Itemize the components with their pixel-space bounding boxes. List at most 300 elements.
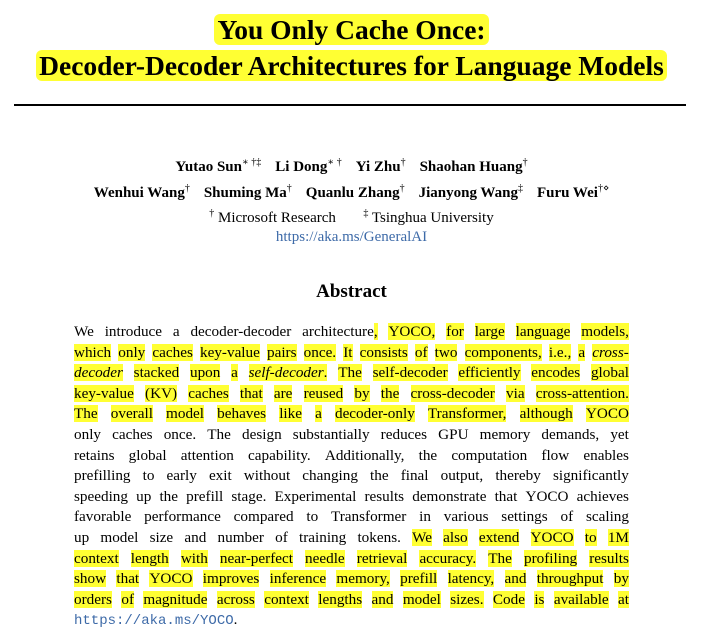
abstract-word — [458, 363, 520, 384]
abstract-text: in — [419, 508, 431, 526]
abstract-word — [143, 466, 155, 487]
abstract-text: i.e., — [548, 343, 572, 361]
abstract-word — [610, 425, 629, 446]
abstract-word — [315, 404, 322, 425]
abstract-text: and — [184, 528, 207, 546]
abstract-word — [335, 404, 415, 425]
abstract-word — [479, 528, 519, 549]
abstract-word — [583, 446, 629, 467]
abstract-text: pairs — [266, 343, 297, 361]
abstract-text: Transformer — [330, 508, 407, 526]
abstract-text: We — [74, 323, 94, 340]
abstract-word — [608, 528, 629, 549]
abstract-word — [388, 322, 435, 343]
abstract-text: The — [338, 364, 362, 382]
abstract-text: a — [172, 323, 180, 340]
author-block — [0, 152, 703, 247]
abstract-line — [74, 549, 629, 570]
abstract-text: efficiently — [458, 364, 521, 382]
abstract-word — [218, 528, 264, 549]
abstract-text: components, — [464, 343, 542, 361]
abstract-word — [134, 363, 180, 384]
abstract-text: , — [373, 323, 378, 340]
abstract-word — [336, 569, 389, 590]
abstract-text: a — [231, 364, 238, 382]
abstract-word — [592, 343, 629, 364]
abstract-word — [100, 528, 138, 549]
abstract-word — [112, 425, 152, 446]
abstract-word — [536, 384, 629, 405]
abstract-word — [217, 590, 255, 611]
abstract-text: the — [380, 384, 400, 402]
abstract-word — [586, 404, 629, 425]
abstract-word — [614, 569, 629, 590]
abstract-word — [275, 528, 288, 549]
abstract-text: The — [488, 549, 512, 567]
abstract-word — [190, 363, 220, 384]
abstract-word — [534, 590, 544, 611]
abstract-word — [443, 528, 467, 549]
abstract-text: encodes — [531, 364, 581, 382]
abstract-word — [446, 322, 464, 343]
abstract-text: throughput — [536, 570, 604, 588]
abstract-word — [166, 404, 204, 425]
abstract-word — [181, 549, 208, 570]
abstract-word — [553, 466, 629, 487]
abstract-text: tokens. — [357, 528, 401, 546]
abstract-word — [480, 425, 531, 446]
abstract-word — [270, 569, 327, 590]
abstract-word — [495, 487, 518, 508]
abstract-word — [381, 425, 427, 446]
abstract-line — [74, 466, 629, 487]
abstract-word — [136, 487, 151, 508]
abstract-word — [450, 590, 483, 611]
abstract-text: Additionally, — [324, 446, 405, 464]
abstract-word — [188, 384, 228, 405]
author-name: Wenhui Wang† — [93, 183, 190, 201]
abstract-text: model — [166, 405, 205, 423]
abstract-line — [74, 487, 629, 508]
abstract-word — [231, 363, 238, 384]
abstract-text: although — [519, 405, 573, 423]
abstract-word — [129, 446, 167, 467]
abstract-word — [331, 507, 406, 528]
abstract-word — [505, 569, 527, 590]
abstract-text: key-value — [74, 384, 134, 402]
abstract-text: orders — [74, 590, 112, 608]
abstract-text: speeding — [74, 487, 128, 505]
abstract-word — [531, 528, 574, 549]
abstract-word — [242, 425, 282, 446]
abstract-word — [618, 590, 629, 611]
abstract-text: demonstrate — [412, 487, 487, 505]
abstract-text: yet — [610, 425, 629, 443]
abstract-text: YOCO — [530, 528, 574, 546]
abstract-word — [74, 528, 89, 549]
abstract-word — [184, 528, 206, 549]
abstract-text: the — [370, 467, 389, 485]
author-row-2 — [0, 178, 703, 204]
abstract-text: training — [299, 528, 347, 546]
abstract-text: various — [443, 508, 489, 526]
abstract-text: also — [443, 528, 468, 546]
abstract-word — [244, 466, 290, 487]
abstract-text: decoder — [74, 364, 123, 382]
abstract-word — [74, 363, 123, 384]
abstract-word — [318, 590, 362, 611]
abstract-text: architecture — [302, 323, 374, 340]
abstract-word — [411, 384, 495, 405]
abstract-text: inference — [269, 570, 327, 588]
abstract-word — [578, 343, 585, 364]
author-row-1 — [0, 152, 703, 178]
paper-title — [0, 12, 703, 84]
abstract-text: needle — [305, 549, 345, 567]
abstract-text: that — [116, 570, 140, 588]
abstract-word — [304, 384, 344, 405]
abstract-word — [525, 487, 568, 508]
abstract-text: design — [242, 425, 282, 443]
abstract-word — [401, 466, 429, 487]
abstract-text: show — [74, 570, 107, 588]
abstract-text: are — [273, 384, 293, 402]
abstract-line — [74, 404, 629, 425]
author-affil-marks: ∗ † — [327, 157, 342, 168]
abstract-word — [412, 487, 486, 508]
abstract-text: memory — [479, 425, 531, 443]
abstract-text: stacked — [133, 364, 180, 382]
abstract-word — [231, 487, 266, 508]
abstract-text: attention — [180, 446, 234, 464]
abstract-text: output, — [440, 467, 484, 485]
abstract-text: performance — [144, 508, 221, 526]
abstract-text: YOCO — [149, 570, 193, 588]
abstract-text: to — [306, 508, 319, 526]
abstract-word — [306, 507, 318, 528]
abstract-text: accuracy. — [419, 549, 477, 567]
abstract-word — [419, 507, 431, 528]
abstract-text: final — [400, 467, 429, 485]
abstract-word — [520, 404, 573, 425]
author-name: Shaohan Huang† — [419, 157, 528, 175]
abstract-word — [419, 446, 438, 467]
abstract-text: only — [74, 425, 102, 443]
abstract-word — [506, 384, 525, 405]
general-ai-link[interactable]: https://aka.ms/GeneralAI — [275, 229, 428, 245]
abstract-text: of — [275, 528, 288, 546]
abstract-word — [74, 322, 94, 343]
abstract-text: magnitude — [143, 590, 208, 608]
abstract-word — [220, 549, 293, 570]
abstract-word — [531, 363, 580, 384]
abstract-text: caches — [112, 425, 153, 443]
abstract-line — [74, 507, 629, 528]
author-affil-marks: † — [184, 183, 190, 194]
abstract-word — [74, 384, 134, 405]
abstract-text: available — [553, 590, 609, 608]
abstract-text: (KV) — [145, 384, 178, 402]
abstract-text: context — [264, 590, 309, 608]
abstract-text: caches — [188, 384, 229, 402]
abstract-text: via — [506, 384, 525, 402]
abstract-text: caches — [152, 343, 193, 361]
abstract-text: exit — [208, 467, 232, 485]
abstract-word — [249, 363, 328, 384]
author-name: Yi Zhu† — [355, 157, 406, 175]
abstract-text: latency, — [447, 570, 495, 588]
abstract-word — [370, 466, 389, 487]
abstract-text: of — [414, 343, 428, 361]
abstract-word — [444, 507, 489, 528]
abstract-word — [152, 343, 192, 364]
abstract-text: and — [371, 590, 394, 608]
abstract-word — [302, 466, 358, 487]
abstract-text: like — [279, 405, 302, 423]
abstract-text: compared — [233, 508, 294, 526]
abstract-text: prefill — [186, 487, 224, 505]
abstract-text: 1M — [607, 528, 629, 546]
abstract-text: profiling — [523, 549, 578, 567]
author-name: Shuming Ma† — [203, 183, 292, 201]
abstract-word — [274, 384, 293, 405]
abstract-text: key-value — [199, 343, 260, 361]
abstract-word — [304, 343, 336, 364]
abstract-text: length — [130, 549, 169, 567]
abstract-word — [581, 322, 629, 343]
abstract-text: model — [100, 528, 139, 546]
abstract-word — [275, 487, 357, 508]
abstract-word — [131, 549, 169, 570]
abstract-text: that — [239, 384, 263, 402]
abstract-text: large — [474, 323, 505, 340]
abstract-word — [118, 343, 145, 364]
abstract-text: of — [121, 590, 134, 608]
abstract-word — [493, 590, 525, 611]
abstract-text: It — [343, 343, 353, 361]
abstract-word — [145, 384, 177, 405]
abstract-word — [248, 446, 311, 467]
author-name: Furu Wei†⋄ — [536, 183, 610, 201]
abstract-text: memory, — [336, 570, 390, 588]
abstract-word — [537, 569, 604, 590]
abstract-text: retrieval — [356, 549, 408, 567]
abstract-text: early — [166, 467, 197, 485]
abstract-text: thereby — [495, 467, 541, 485]
abstract-word — [554, 590, 609, 611]
abstract-word — [116, 569, 139, 590]
abstract-line — [74, 425, 629, 446]
abstract-text: substantially — [292, 425, 370, 443]
abstract-word — [357, 528, 400, 549]
abstract-word — [585, 528, 597, 549]
abstract-text: Code — [492, 590, 525, 608]
abstract-word — [74, 569, 106, 590]
abstract-word — [150, 528, 174, 549]
abstract-word — [488, 549, 512, 570]
abstract-word — [354, 384, 369, 405]
abstract-word — [74, 466, 131, 487]
abstract-text: models, — [581, 323, 629, 340]
abstract-text: results — [364, 487, 405, 505]
abstract-text: number — [217, 528, 264, 546]
abstract-text: demands, — [541, 425, 600, 443]
abstract-word — [305, 549, 345, 570]
affil-tsinghua: Tsinghua University — [371, 210, 494, 226]
affil-mark-1: † — [209, 208, 215, 219]
abstract-word — [267, 343, 297, 364]
abstract-text: by — [354, 384, 370, 402]
abstract-word — [105, 322, 162, 343]
abstract-text: global — [128, 446, 167, 464]
abstract-word — [415, 343, 428, 364]
abstract-text: computation — [451, 446, 528, 464]
abstract-word — [561, 507, 574, 528]
abstract-word — [465, 343, 542, 364]
abstract-text: prefilling — [74, 467, 131, 485]
abstract-text: YOCO, — [388, 323, 436, 340]
abstract-text: the — [418, 446, 438, 464]
abstract-word — [121, 590, 134, 611]
abstract-line — [74, 528, 629, 549]
abstract-text: Experimental — [274, 487, 357, 505]
abstract-text: Transformer, — [427, 405, 507, 423]
author-affil-marks: † — [522, 157, 528, 168]
abstract-line — [74, 363, 629, 384]
abstract-text: self-decoder — [372, 364, 448, 382]
abstract-heading: Abstract — [316, 281, 387, 302]
abstract-word — [541, 425, 599, 446]
title-rule — [14, 104, 686, 106]
abstract-word — [111, 404, 153, 425]
abstract-text: for — [446, 323, 464, 340]
abstract-word — [381, 384, 400, 405]
abstract-text: by — [613, 570, 629, 588]
abstract-text: context — [74, 549, 119, 567]
abstract-text: . — [233, 611, 238, 629]
abstract-text: once. — [163, 425, 197, 443]
abstract-word — [190, 322, 291, 343]
abstract-word — [435, 343, 458, 364]
abstract-text: overall — [110, 405, 153, 423]
abstract-word — [438, 425, 468, 446]
abstract-word — [428, 404, 507, 425]
affiliations — [0, 204, 703, 228]
author-name: Li Dong∗ † — [275, 157, 342, 175]
abstract-word — [364, 487, 404, 508]
abstract-text: decoder-only — [334, 405, 415, 423]
abstract-text: We — [412, 528, 432, 546]
abstract-text: a — [315, 405, 322, 423]
author-name: Quanlu Zhang† — [305, 183, 405, 201]
yoco-code-link[interactable]: https://aka.ms/YOCO — [74, 613, 234, 630]
abstract-word — [451, 446, 527, 467]
abstract-line — [74, 569, 629, 590]
abstract-word — [217, 404, 266, 425]
abstract-text: reused — [303, 384, 344, 402]
abstract-word — [338, 363, 362, 384]
abstract-word — [74, 549, 119, 570]
abstract-word — [448, 569, 495, 590]
abstract-text: significantly — [552, 467, 629, 485]
author-affil-marks: ∗ †‡ — [242, 157, 262, 168]
abstract-text: model — [402, 590, 441, 608]
abstract-text: cross- — [592, 343, 629, 361]
abstract-word — [299, 528, 346, 549]
abstract-text: introduce — [104, 323, 163, 340]
abstract-word — [143, 590, 207, 611]
abstract-text: global — [590, 364, 629, 382]
abstract-text: at — [618, 590, 629, 608]
abstract-word — [400, 569, 437, 590]
abstract-word — [181, 446, 234, 467]
abstract-line — [74, 384, 629, 405]
abstract-text: GPU — [438, 425, 469, 443]
abstract-text: which — [74, 343, 112, 361]
abstract-text: once. — [303, 343, 337, 361]
abstract-word — [144, 507, 221, 528]
abstract-text: of — [560, 508, 574, 526]
abstract-word — [516, 322, 571, 343]
abstract-word — [74, 590, 112, 611]
abstract-text: lengths — [318, 590, 363, 608]
abstract-word — [74, 487, 128, 508]
abstract-text: retains — [74, 446, 115, 464]
author-affil-marks: † — [400, 157, 406, 168]
abstract-text: YOCO — [525, 487, 569, 505]
abstract-word — [74, 507, 131, 528]
abstract-word — [209, 466, 232, 487]
author-affil-marks: † — [399, 183, 405, 194]
abstract-text: decoder-decoder — [190, 323, 292, 340]
affil-mark-2: ‡ — [363, 208, 369, 219]
abstract-word — [495, 466, 541, 487]
abstract-text: reduces — [380, 425, 428, 443]
author-affil-marks: † — [286, 183, 292, 194]
abstract-word — [74, 404, 98, 425]
abstract-word — [343, 343, 352, 364]
abstract-text: the — [159, 487, 178, 505]
abstract-word — [591, 363, 629, 384]
abstract-text: extend — [478, 528, 520, 546]
abstract-body — [74, 322, 629, 631]
abstract-word — [373, 363, 448, 384]
abstract-line — [74, 446, 629, 467]
abstract-word — [207, 425, 231, 446]
abstract-word — [264, 590, 309, 611]
abstract-word — [203, 569, 260, 590]
abstract-text: prefill — [400, 570, 438, 588]
abstract-line — [74, 590, 629, 611]
author-name: Yutao Sun∗ †‡ — [175, 157, 262, 175]
abstract-text: up — [136, 487, 152, 505]
abstract-text: achieves — [576, 487, 629, 505]
abstract-text: without — [243, 467, 291, 485]
abstract-word — [441, 466, 484, 487]
abstract-text: . — [323, 364, 328, 382]
abstract-line — [74, 322, 629, 343]
abstract-text: The — [74, 405, 98, 423]
abstract-text: changing — [302, 467, 358, 485]
abstract-word — [173, 322, 180, 343]
abstract-word — [302, 322, 377, 343]
abstract-text: favorable — [74, 508, 132, 526]
abstract-text: to — [584, 528, 597, 546]
abstract-text: across — [216, 590, 255, 608]
abstract-word — [74, 425, 101, 446]
abstract-text: improves — [202, 570, 260, 588]
abstract-word — [412, 528, 432, 549]
